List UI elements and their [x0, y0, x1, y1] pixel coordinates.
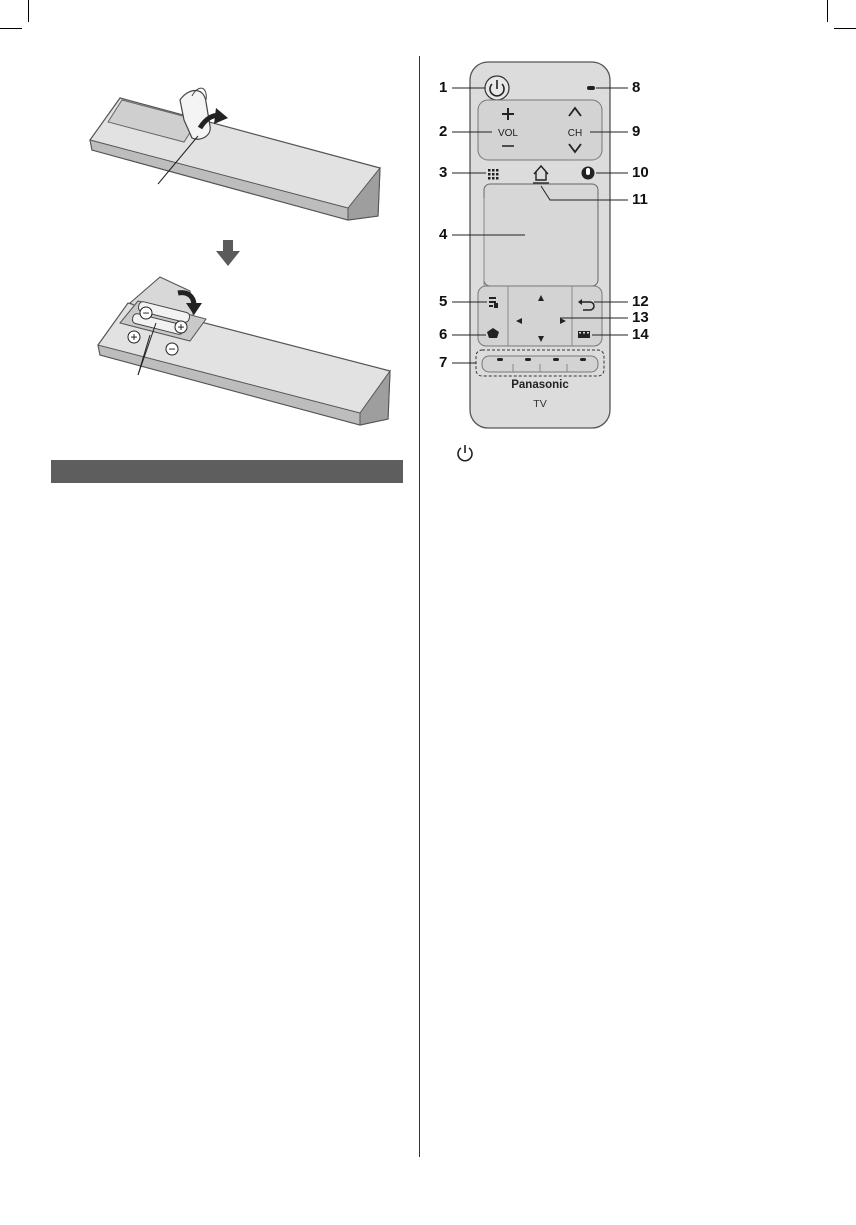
battery-minus-2: − [168, 342, 176, 356]
callout-11: 11 [632, 191, 648, 208]
callout-2: 2 [439, 123, 448, 140]
callout-10: 10 [632, 164, 649, 181]
battery-minus-1: − [142, 306, 150, 320]
crop-mark-top-left-vertical [28, 0, 29, 22]
callout-7: 7 [439, 354, 448, 371]
model-label: TV [533, 398, 547, 410]
battery-plus-2: + [130, 330, 138, 344]
callout-3: 3 [439, 164, 448, 181]
callout-14: 14 [632, 326, 649, 343]
callout-13: 13 [632, 309, 649, 326]
column-divider [419, 56, 420, 1157]
battery-insertion-illustration [90, 275, 400, 435]
callout-8: 8 [632, 79, 641, 96]
crop-mark-top-right-vertical [827, 0, 828, 22]
section-header-title [51, 463, 59, 479]
callout-12: 12 [632, 293, 649, 310]
standby-power-icon [456, 444, 474, 462]
crop-mark-top-right-horizontal [834, 28, 856, 29]
battery-cover-open-illustration [80, 80, 390, 230]
battery-plus-1: + [177, 320, 185, 334]
callout-4: 4 [439, 226, 448, 243]
down-arrow-icon [216, 240, 240, 266]
callout-leader-lines [430, 60, 660, 372]
callout-9: 9 [632, 123, 641, 140]
vol-label: VOL [497, 128, 519, 139]
callout-5: 5 [439, 293, 448, 310]
brand-logo: Panasonic [511, 379, 569, 391]
ch-label: CH [567, 128, 583, 139]
crop-mark-top-left-horizontal [0, 28, 22, 29]
callout-1: 1 [439, 79, 448, 96]
section-header-bar [51, 460, 403, 483]
callout-6: 6 [439, 326, 448, 343]
